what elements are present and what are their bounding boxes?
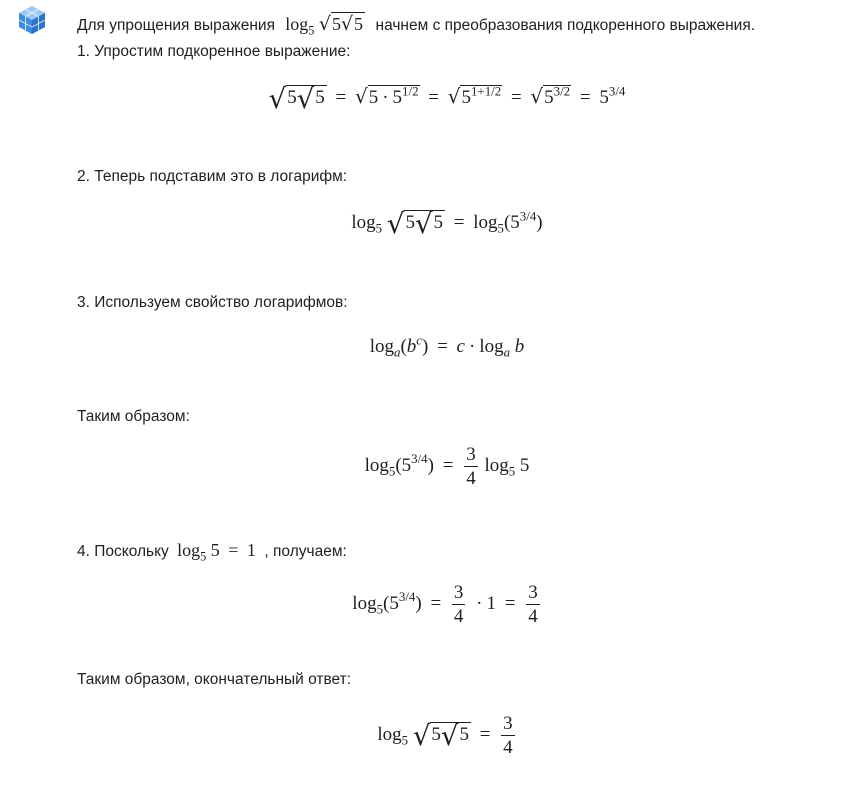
equation-log-property: $\log_a(b^c) = c \cdot \log_a b$	[369, 332, 525, 360]
equation-simplify-radicand: $√5√5 = √5 \cdot 5^{1/2} = √5^{1+1/2} = √5^{3/2} = 5^{3/4}$	[268, 83, 626, 115]
assistant-avatar-icon	[16, 4, 48, 36]
step4-line: 4. Поскольку $\log_5 5 = 1$ , получаем:	[77, 540, 347, 564]
equation-final-answer: $\log_5 √5√5$ = $\frac{3}{4}$	[377, 713, 513, 758]
intro-line	[77, 14, 755, 36]
equation-evaluate: $\log_5(5^{3/4})$ = $\frac{3}{4}$ · 1 = $\frac{3}{4}$	[352, 582, 538, 627]
thus-text: Таким образом:	[77, 408, 190, 425]
intro-text-before: Для упрощения выражения	[77, 17, 275, 34]
final-answer-text: Таким образом, окончательный ответ:	[77, 671, 352, 688]
equation-substitute: $\log_5 √5√5 = \log_5(5^{3/4})$	[351, 208, 543, 240]
intro-inline-math: $\log_5 √5√5$	[285, 13, 364, 38]
step4-inline-math: $\log_5 5 = 1$	[177, 540, 256, 564]
step1-text: 1. Упростим подкоренное выражение:	[77, 43, 351, 60]
equation-apply-property: $\log_5(5^{3/4})$ = $\frac{3}{4}$ $\log_5 5$	[364, 444, 530, 489]
intro-text-after: начнем с преобразования подкоренного выражения.	[375, 17, 756, 34]
step2-text: 2. Теперь подставим это в логарифм:	[77, 168, 348, 185]
step3-text: 3. Используем свойство логарифмов:	[77, 294, 348, 311]
